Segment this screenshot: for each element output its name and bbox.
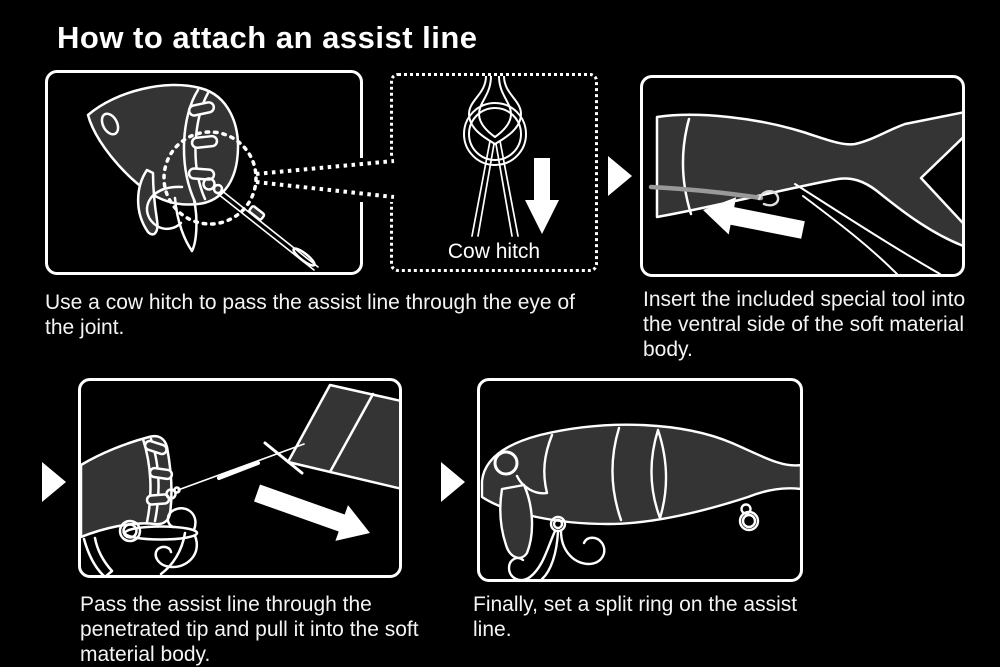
step2-caption: Insert the included special tool into the ventral side of the soft material body. (643, 288, 966, 361)
next-step-arrow-icon (608, 156, 632, 196)
soft-tail-tool-illustration (643, 78, 962, 274)
page-title: How to attach an assist line (57, 20, 478, 55)
soft-body-section (288, 385, 399, 493)
assist-line (178, 444, 304, 490)
assist-line-pull-illustration (81, 381, 399, 575)
diving-lip (500, 485, 532, 558)
next-step-arrow-icon (441, 462, 465, 502)
assembled-lure-illustration (480, 381, 800, 579)
step1-caption: Use a cow hitch to pass the assist line through the eye of the joint. (45, 291, 575, 339)
cow-hitch-label: Cow hitch (447, 240, 541, 263)
step4-panel (477, 378, 803, 582)
step1-panel (45, 70, 363, 275)
arrow-right-icon (254, 485, 370, 541)
arrow-down-icon (525, 158, 559, 234)
step4-caption: Finally, set a split ring on the assist line. (473, 593, 798, 641)
next-step-arrow-icon (42, 462, 66, 502)
step2-panel (640, 75, 965, 277)
step3-caption: Pass the assist line through the penetrated tip and pull it into the soft material body. (80, 593, 419, 666)
lure-head-joint-illustration (48, 73, 360, 272)
step3-panel (78, 378, 402, 578)
needle (219, 463, 258, 478)
cow-hitch-panel (390, 73, 598, 272)
